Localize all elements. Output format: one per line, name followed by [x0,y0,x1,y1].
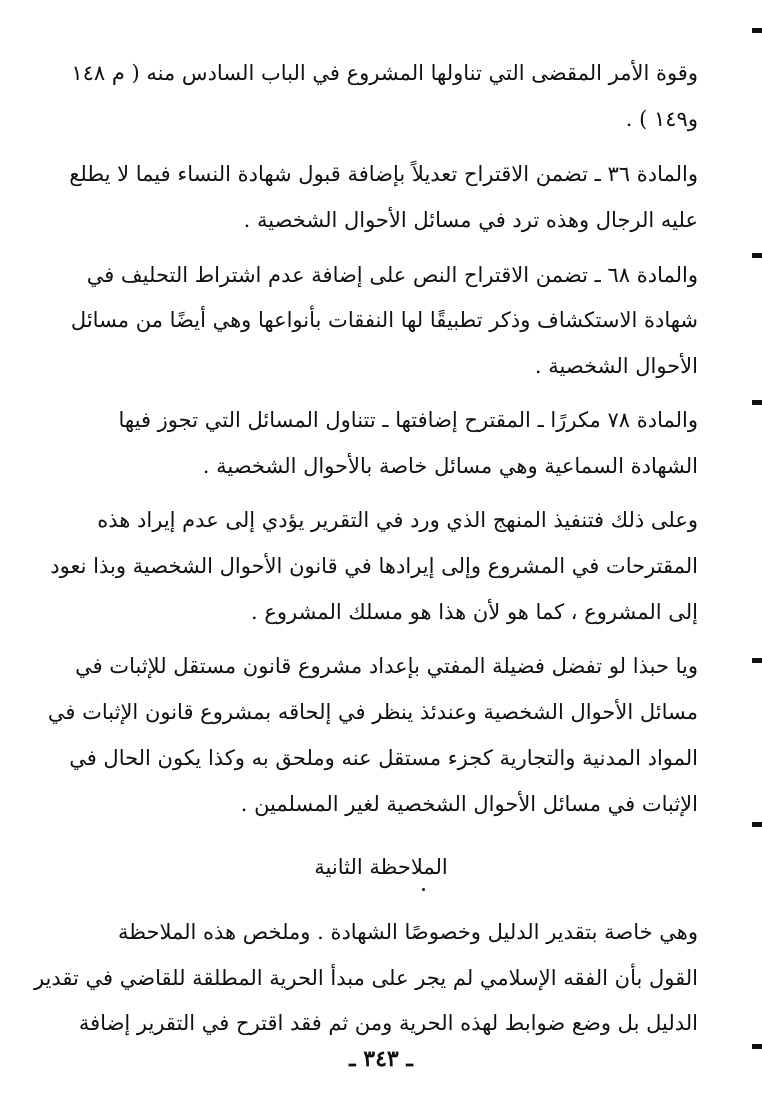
paragraph-3-line-3: الأحوال الشخصية . [534,354,698,378]
scan-edge-mark [752,253,762,258]
closing-paragraph-line-2: القول بأن الفقه الإسلامي لم يجر على مبدأ الحرية المطلقة للقاضي في تقدير [33,966,698,990]
paragraph-6-line-1: ويا حبذا لو تفضل فضيلة المفتي بإعداد مشروع قانون مستقل للإثبات في [75,654,698,678]
scan-edge-mark [752,1044,762,1049]
scan-edge-mark [752,400,762,405]
paragraph-6-line-2: مسائل الأحوال الشخصية وعندئذ ينظر في إلحاقه بمشروع قانون الإثبات في [47,700,698,724]
paragraph-4-line-2: الشهادة السماعية وهي مسائل خاصة بالأحوال الشخصية . [202,454,698,478]
paragraph-1-line-2: و١٤٩ ) . [625,107,698,131]
page-number: ـ ٣٤٣ ـ [349,1046,413,1072]
paragraph-3-line-1: والمادة ٦٨ ـ تضمن الاقتراح النص على إضافة عدم اشتراط التحليف في [86,263,698,287]
paragraph-1-line-1: وقوة الأمر المقضى التي تناولها المشروع في الباب السادس منه ( م ١٤٨ [71,61,698,85]
paragraph-3-line-2: شهادة الاستكشاف وذكر تطبيقًا لها النفقات بأنواعها وهي أيضًا من مسائل [70,308,698,332]
paragraph-5-line-1: وعلى ذلك فتنفيذ المنهج الذي ورد في التقرير يؤدي إلى عدم إيراد هذه [97,508,698,532]
paragraph-6-line-3: المواد المدنية والتجارية كجزء مستقل عنه وملحق به وكذا يكون الحال في [69,746,698,770]
paragraph-4-line-1: والمادة ٧٨ مكررًا ـ المقترح إضافتها ـ تتناول المسائل التي تجوز فيها [118,408,698,432]
scan-speck [422,888,425,891]
paragraph-5-line-2: المقترحات في المشروع وإلى إيرادها في قانون الأحوال الشخصية وبذا نعود [50,554,698,578]
closing-paragraph-line-1: وهي خاصة بتقدير الدليل وخصوصًا الشهادة . وملخص هذه الملاحظة [117,920,698,944]
scan-edge-mark [752,822,762,827]
scan-edge-mark [752,658,762,663]
paragraph-5-line-3: إلى المشروع ، كما هو لأن هذا هو مسلك المشروع . [250,600,698,624]
section-heading: الملاحظة الثانية [314,855,448,879]
paragraph-6-line-4: الإثبات في مسائل الأحوال الشخصية لغير المسلمين . [240,792,698,816]
closing-paragraph-line-3: الدليل بل وضع ضوابط لهذه الحرية ومن ثم فقد اقترح في التقرير إضافة [78,1011,698,1035]
scan-edge-mark [752,28,762,33]
paragraph-2-line-1: والمادة ٣٦ ـ تضمن الاقتراح تعديلاً بإضافة قبول شهادة النساء فيما لا يطلع [69,162,698,186]
paragraph-2-line-2: عليه الرجال وهذه ترد في مسائل الأحوال الشخصية . [243,208,698,232]
